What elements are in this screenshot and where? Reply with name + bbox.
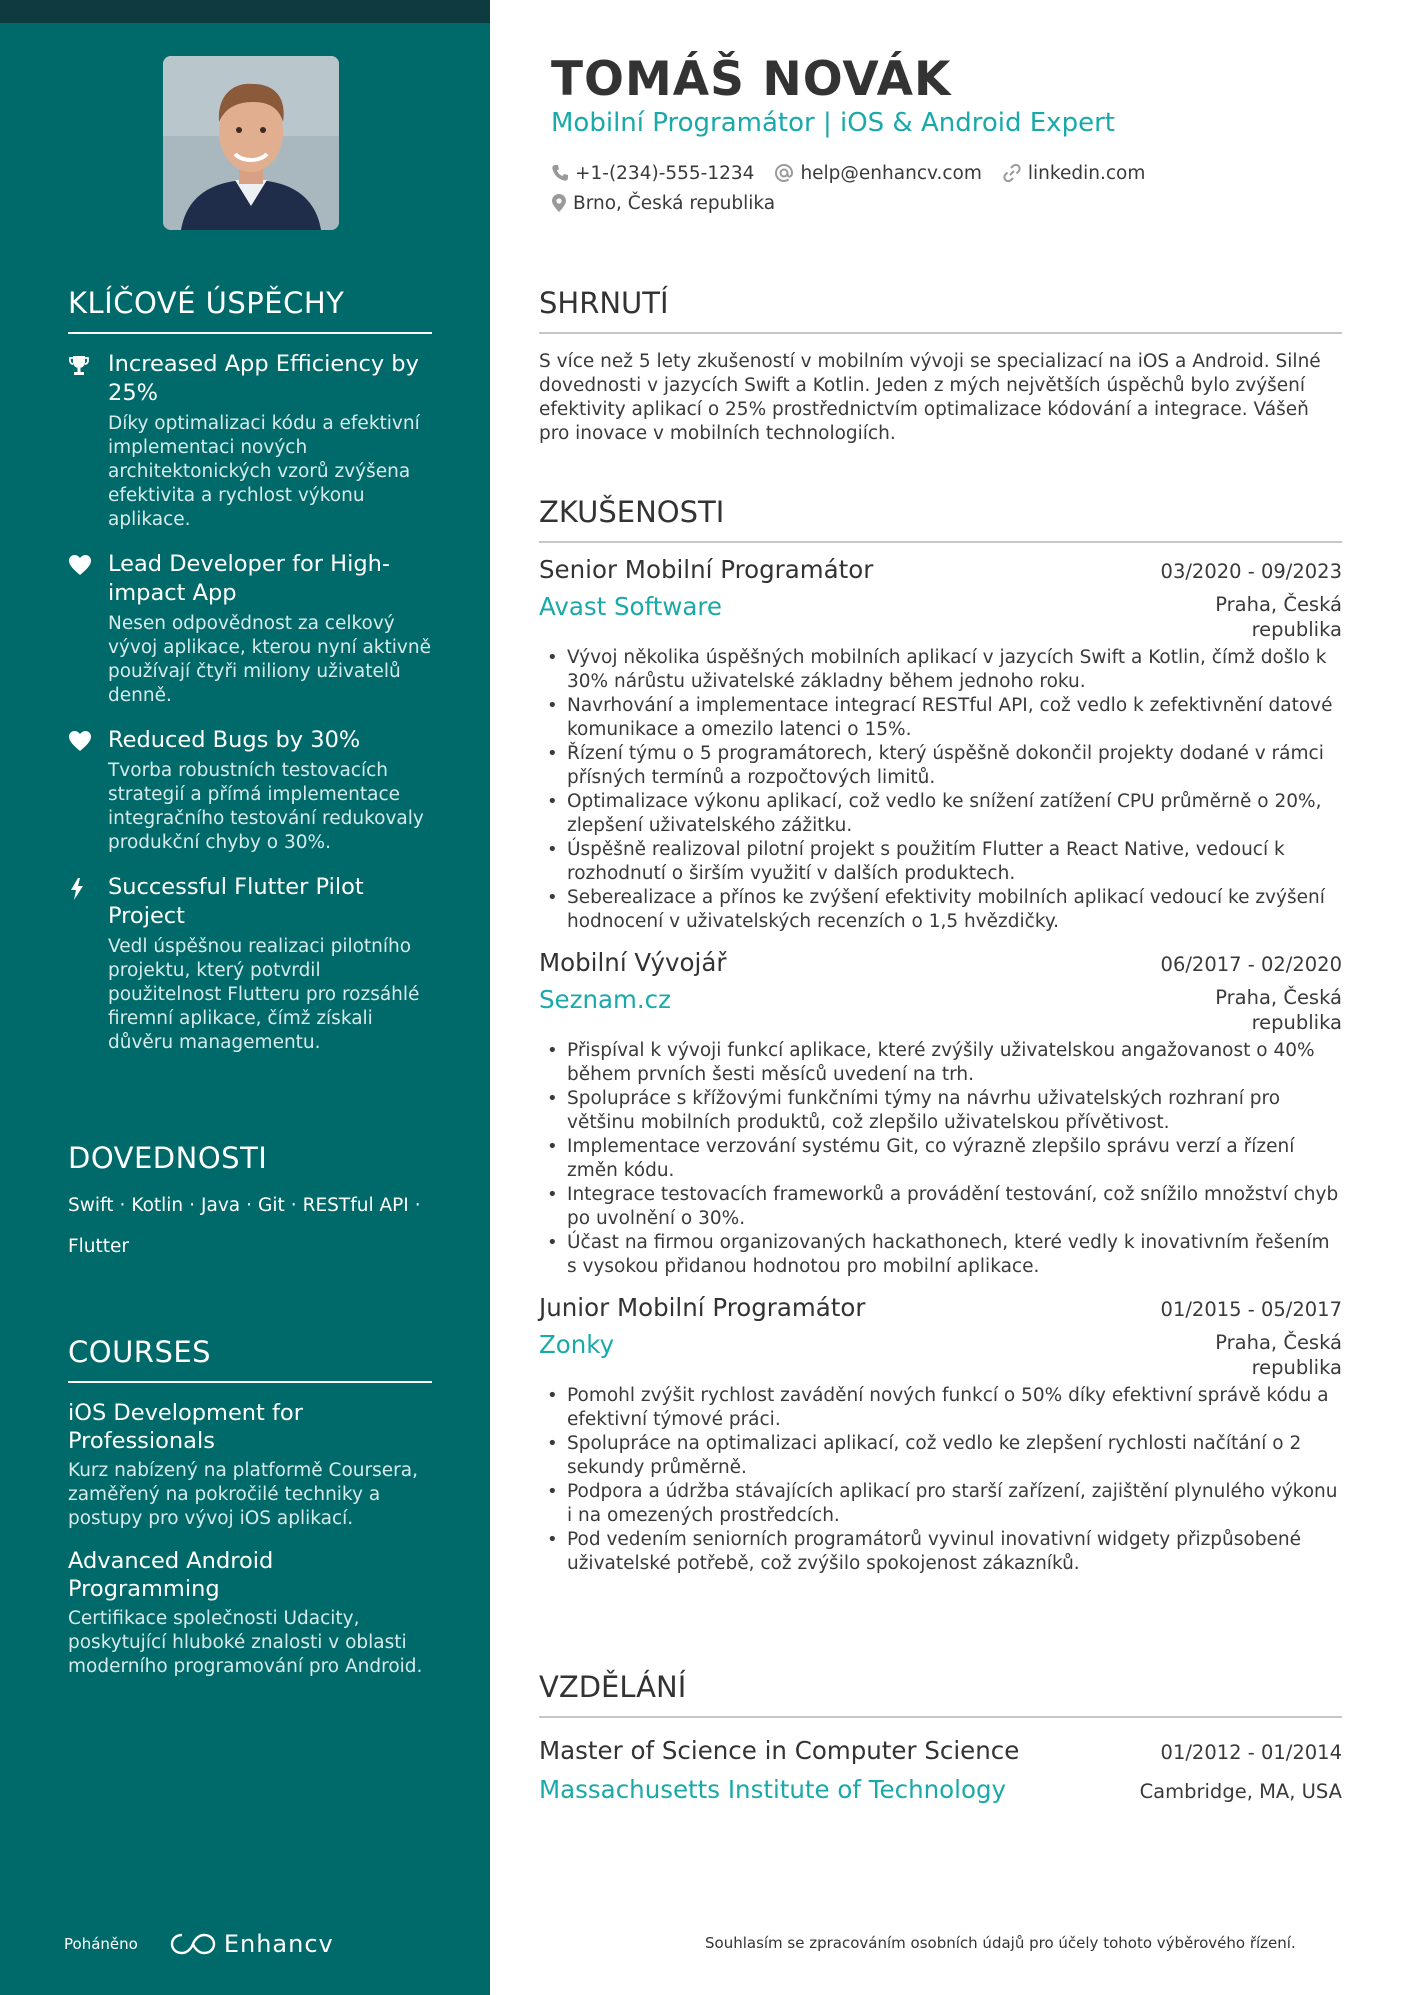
skills-heading: DOVEDNOSTI bbox=[68, 1141, 268, 1175]
linkedin-contact[interactable] bbox=[1002, 163, 1145, 184]
education-dates: 01/2012 - 01/2014 bbox=[1160, 1741, 1342, 1764]
course-title: iOS Development for Professionals bbox=[68, 1400, 303, 1454]
job-bullet: • Spolupráce s křížovými funkčními týmy na návrhu uživatelských rozhraní pro většinu mobilních produktů, což zlepšilo uživatelskou přívětivost. bbox=[539, 1087, 1342, 1135]
job-location: Praha, Česká republika bbox=[1215, 986, 1342, 1034]
achievement-desc: Vedl úspěšnou realizaci pilotního projektu, který potvrdil použitelnost Flutteru pro rozsáhlé firemní aplikace, čímž získali důvěru managementu. bbox=[108, 936, 420, 1053]
job-company: Seznam.cz bbox=[539, 985, 672, 1014]
candidate-headline: Mobilní Programátor | iOS & Android Expert bbox=[551, 108, 1115, 138]
powered-by bbox=[64, 1930, 334, 1958]
achievement-title: Successful Flutter Pilot Project bbox=[108, 874, 364, 929]
candidate-name: TOMÁŠ NOVÁK bbox=[551, 52, 952, 107]
link-icon bbox=[1002, 163, 1022, 183]
skill-tag: Kotlin bbox=[131, 1195, 184, 1216]
achievement-item bbox=[68, 873, 432, 1055]
job-title: Junior Mobilní Programátor bbox=[539, 1293, 866, 1322]
achievement-item bbox=[68, 550, 432, 708]
skill-tag: Flutter bbox=[68, 1236, 130, 1257]
consent-text: Souhlasím se zpracováním osobních údajů pro účely tohoto výběrového řízení. bbox=[705, 1934, 1296, 1952]
job-dates: 01/2015 - 05/2017 bbox=[1160, 1298, 1342, 1321]
job-entry bbox=[539, 948, 1342, 1279]
courses-section bbox=[68, 1335, 432, 1695]
skills-section bbox=[68, 1141, 432, 1267]
heart-icon bbox=[68, 550, 108, 708]
heart-icon bbox=[68, 726, 108, 855]
education-location: Cambridge, MA, USA bbox=[1139, 1780, 1342, 1803]
achievement-item bbox=[68, 726, 432, 855]
job-bullet: • Pod vedením seniorních programátorů vyvinul inovativní widgety přizpůsobené uživatelské potřebě, což zvýšilo spokojenost zákazníků. bbox=[539, 1528, 1342, 1576]
education-degree: Master of Science in Computer Science bbox=[539, 1736, 1020, 1765]
job-bullet: • Řízení týmu o 5 programátorech, který úspěšně dokončil projekty dodané v rámci přísných termínů a rozpočtových limitů. bbox=[539, 742, 1342, 790]
achievement-desc: Tvorba robustních testovacích strategií a přímá implementace integračního testování redukovaly produkční chyby o 30%. bbox=[108, 760, 424, 853]
infinity-icon bbox=[170, 1931, 216, 1957]
course-title: Advanced Android Programming bbox=[68, 1548, 274, 1602]
skills-list: Swift · Kotlin · Java · Git · RESTful API · Flutter bbox=[68, 1195, 421, 1257]
powered-label: Poháněno bbox=[64, 1935, 138, 1953]
job-bullet: • Implementace verzování systému Git, co výrazně zlepšilo správu verzí a řízení změn kódu. bbox=[539, 1135, 1342, 1183]
job-bullets bbox=[539, 646, 1342, 934]
job-company: Zonky bbox=[539, 1330, 615, 1359]
skill-tag: Swift bbox=[68, 1195, 114, 1216]
achievement-title: Increased App Efficiency by 25% bbox=[108, 351, 419, 406]
job-bullet: • Přispíval k vývoji funkcí aplikace, které zvýšily uživatelskou angažovanost o 40% během prvních šesti měsíců uvedení na trh. bbox=[539, 1039, 1342, 1087]
job-bullet: • Úspěšně realizoval pilotní projekt s použitím Flutter a React Native, vedoucí k rozhodnutí o širším využití v dalších produktech. bbox=[539, 838, 1342, 886]
courses-heading: COURSES bbox=[68, 1335, 432, 1383]
job-bullet: • Integrace testovacích frameworků a provádění testování, což snížilo množství chyb po uvolnění o 30%. bbox=[539, 1183, 1342, 1231]
job-company: Avast Software bbox=[539, 592, 722, 621]
job-title: Mobilní Vývojář bbox=[539, 948, 727, 977]
phone-text: +1-(234)-555-1234 bbox=[575, 162, 755, 184]
email-contact[interactable] bbox=[774, 163, 981, 184]
email-text: help@enhancv.com bbox=[800, 162, 982, 184]
achievement-item bbox=[68, 350, 432, 532]
course-desc: Certifikace společnosti Udacity, poskytující hluboké znalosti v oblasti moderního programování pro Android. bbox=[68, 1608, 423, 1677]
achievements-heading: KLÍČOVÉ ÚSPĚCHY bbox=[68, 286, 432, 334]
sidebar bbox=[0, 0, 490, 1995]
location-text: Brno, Česká republika bbox=[573, 192, 776, 214]
brand-name: Enhancv bbox=[223, 1930, 334, 1958]
summary-section bbox=[539, 286, 1342, 446]
job-bullet: • Optimalizace výkonu aplikací, což vedlo ke snížení zatížení CPU průměrně o 20%, zlepšení uživatelského zážitku. bbox=[539, 790, 1342, 838]
job-dates: 03/2020 - 09/2023 bbox=[1160, 560, 1342, 583]
education-heading: VZDĚLÁNÍ bbox=[539, 1670, 1342, 1718]
job-bullet: • Seberealizace a přínos ke zvýšení efektivity mobilních aplikací vedoucí ke zvýšení hodnocení v uživatelských recenzích o 1,5 hvězdičky. bbox=[539, 886, 1342, 934]
skill-tag: RESTful API bbox=[302, 1195, 409, 1216]
summary-text: S více než 5 lety zkušeností v mobilním vývoji se specializací na iOS a Android. Silné dovednosti v jazycích Swift a Kotlin. Jeden z mých největších úspěchů bylo zvýšení efektivity aplikací o 25% prostřednictvím optimalizace kódování a integrace. Vášeň pro inovace v mobilních technologiích. bbox=[539, 351, 1321, 444]
course-desc: Kurz nabízený na platformě Coursera, zaměřený na pokročilé techniky a postupy pro vývoj iOS aplikací. bbox=[68, 1460, 418, 1529]
education-section bbox=[539, 1670, 1342, 1804]
sidebar-top-bar bbox=[0, 0, 490, 23]
course-item bbox=[68, 1547, 432, 1679]
at-icon bbox=[774, 163, 794, 183]
achievement-title: Reduced Bugs by 30% bbox=[108, 727, 361, 753]
job-bullet: • Pomohl zvýšit rychlost zavádění nových funkcí o 50% díky efektivní správě kódu a efektivní týmové práci. bbox=[539, 1384, 1342, 1432]
job-bullets bbox=[539, 1384, 1342, 1576]
job-bullet: • Účast na firmou organizovaných hackathonech, které vedly k inovativním řešením s vysokou přidanou hodnotou pro mobilní aplikace. bbox=[539, 1231, 1342, 1279]
contact-info bbox=[551, 158, 1251, 218]
skill-tag: Java bbox=[201, 1195, 241, 1216]
trophy-icon bbox=[68, 350, 108, 532]
experience-section bbox=[539, 495, 1342, 1590]
education-school: Massachusetts Institute of Technology bbox=[539, 1775, 1006, 1804]
job-dates: 06/2017 - 02/2020 bbox=[1160, 953, 1342, 976]
job-bullet: • Navrhování a implementace integrací RESTful API, což vedlo k zefektivnění datové komunikace a omezilo latenci o 15%. bbox=[539, 694, 1342, 742]
linkedin-text: linkedin.com bbox=[1027, 162, 1146, 184]
job-bullet: • Podpora a údržba stávajících aplikací pro starší zařízení, zajištění plynulého výkonu i na omezených prostředcích. bbox=[539, 1480, 1342, 1528]
experience-heading: ZKUŠENOSTI bbox=[539, 495, 1342, 543]
achievement-title: Lead Developer for High-impact App bbox=[108, 551, 390, 606]
location-pin-icon bbox=[551, 193, 567, 213]
phone-contact[interactable] bbox=[551, 163, 754, 184]
job-location: Praha, Česká republika bbox=[1215, 1331, 1342, 1379]
achievement-desc: Nesen odpovědnost za celkový vývoj aplikace, kterou nyní aktivně používají čtyři miliony uživatelů denně. bbox=[108, 613, 431, 706]
achievements-section bbox=[68, 286, 432, 1073]
job-location: Praha, Česká republika bbox=[1215, 593, 1342, 641]
job-title: Senior Mobilní Programátor bbox=[539, 555, 874, 584]
achievement-desc: Díky optimalizaci kódu a efektivní implementaci nových architektonických vzorů zvýšena efektivita a rychlost výkonu aplikace. bbox=[108, 413, 420, 530]
course-item bbox=[68, 1399, 432, 1531]
job-bullet: • Spolupráce na optimalizaci aplikací, což vedlo ke zlepšení rychlosti načítání o 2 sekundy průměrně. bbox=[539, 1432, 1342, 1480]
summary-heading: SHRNUTÍ bbox=[539, 286, 1342, 334]
job-entry bbox=[539, 1293, 1342, 1576]
job-bullets bbox=[539, 1039, 1342, 1279]
lightning-icon bbox=[68, 873, 108, 1055]
job-entry bbox=[539, 555, 1342, 934]
job-bullet: • Vývoj několika úspěšných mobilních aplikací v jazycích Swift a Kotlin, čímž došlo k 30% nárůstu uživatelské základny během jednoho roku. bbox=[539, 646, 1342, 694]
profile-photo bbox=[163, 56, 339, 230]
phone-icon bbox=[551, 164, 569, 182]
enhancv-logo[interactable] bbox=[170, 1930, 334, 1958]
location-contact bbox=[551, 193, 775, 214]
skill-tag: Git bbox=[258, 1195, 285, 1216]
